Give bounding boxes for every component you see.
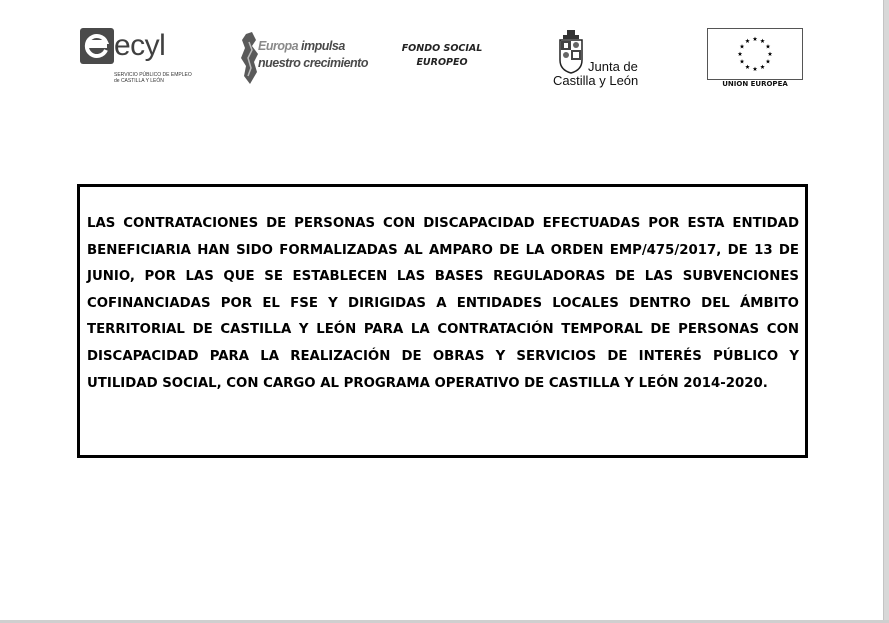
notice-text: LAS CONTRATACIONES DE PERSONAS CON DISCAPACIDAD EFECTUADAS POR ESTA ENTIDAD BENEFICIARIA HAN SIDO FORMALIZADAS AL AMPARO DE LA ORDEN EMP/475/2017, DE 13 DE JUNIO, POR LAS QUE SE ESTABLECEN LAS BASES REGULADORAS DE LAS SUBVENCIONES COFINANCIADAS POR EL FSE Y DIRIGIDAS A ENTIDADES LOCALES DENTRO DEL ÁMBITO TERRITORIAL DE CASTILLA Y LEÓN PARA LA CONTRATACIÓN TEMPORAL DE PERSONAS CON DISCAPACIDAD PARA LA REALIZACIÓN DE OBRAS Y SERVICIOS DE INTERÉS PÚBLICO Y UTILIDAD SOCIAL, CON CARGO AL PROGRAMA OPERATIVO DE CASTILLA Y LEÓN 2014-2020. bbox=[87, 216, 799, 391]
junta-line2: Castilla y León bbox=[553, 73, 639, 88]
fse-line2: EUROPEO bbox=[416, 57, 468, 68]
impulsa-word: impulsa bbox=[301, 39, 345, 53]
coat-of-arms-icon bbox=[558, 30, 584, 74]
europa-map-icon bbox=[240, 32, 260, 84]
crecimiento-line: nuestro crecimiento bbox=[258, 56, 368, 70]
notice-box bbox=[77, 184, 808, 458]
fse-line1: FONDO SOCIAL bbox=[401, 43, 483, 54]
union-europea-label: UNION EUROPEA bbox=[722, 80, 788, 88]
junta-castilla-leon-logo bbox=[552, 30, 652, 90]
europa-impulsa-logo bbox=[240, 32, 368, 86]
ecyl-brand: ecyl bbox=[114, 29, 166, 62]
ecyl-subtitle bbox=[114, 72, 204, 84]
ecyl-e-icon bbox=[80, 28, 114, 64]
ecyl-subtitle-line2: de CASTILLA Y LEÓN bbox=[114, 78, 164, 84]
ecyl-subtitle-line1: SERVICIO PÚBLICO DE EMPLEO bbox=[114, 72, 192, 78]
union-europea-logo bbox=[707, 28, 803, 92]
eu-flag-icon bbox=[707, 28, 803, 80]
europa-word: Europa bbox=[258, 39, 299, 53]
fondo-social-europeo-label bbox=[400, 42, 484, 70]
ecyl-logo bbox=[80, 28, 190, 88]
junta-line1: Junta de bbox=[588, 59, 638, 74]
europa-impulsa-text bbox=[258, 38, 368, 72]
vertical-scrollbar[interactable] bbox=[883, 0, 889, 623]
